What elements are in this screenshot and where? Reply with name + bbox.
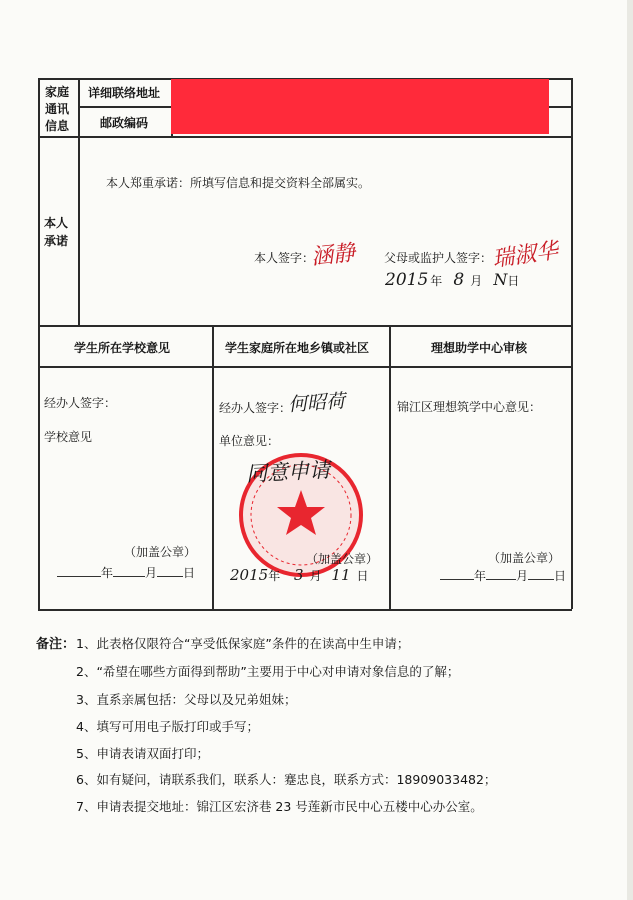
community-unit-label: 单位意见： — [219, 434, 280, 448]
center-year-char: 年 — [474, 569, 487, 583]
school-date — [57, 564, 195, 581]
pledge-section-label — [44, 214, 68, 250]
note-item-3: 3、直系亲属包括：父母以及兄弟姐妹； — [76, 692, 297, 707]
school-opinion-header: 学生所在学校意见 — [74, 341, 171, 355]
pledge-date-month: 8 — [453, 270, 465, 290]
note-item-5: 5、申请表请双面打印； — [76, 746, 209, 761]
community-opinion-header: 学生家庭所在地乡镇或社区 — [225, 341, 370, 355]
school-day-char: 日 — [183, 566, 196, 580]
note-item-1: 1、此表格仅限符合“享受低保家庭”条件的在读高中生申请； — [76, 636, 410, 651]
row-divider-pledge-top — [38, 136, 572, 138]
school-year-char: 年 — [101, 566, 114, 580]
community-year-char: 年 — [268, 569, 281, 583]
label-column-divider — [78, 78, 80, 325]
school-month-char: 月 — [145, 566, 158, 580]
opinion-divider-2 — [389, 325, 391, 609]
pledge-label-line-2: 承诺 — [44, 234, 69, 248]
contact-label-line-2: 通讯 — [45, 102, 70, 116]
opinion-divider-1 — [212, 325, 214, 609]
pledge-day-char: 日 — [507, 274, 520, 288]
table-right-border — [571, 78, 573, 609]
community-date-day: 11 — [331, 566, 351, 584]
contact-label-line-1: 家庭 — [45, 85, 70, 99]
community-date-year: 2015 — [230, 566, 269, 584]
center-month-char: 月 — [516, 569, 529, 583]
community-day-char: 日 — [356, 569, 369, 583]
guardian-sign-label: 父母或监护人签字： — [384, 251, 493, 265]
pledge-statement: 本人郑重承诺：所填写信息和提交资料全部属实。 — [106, 176, 371, 190]
center-day-char: 日 — [554, 569, 567, 583]
center-opinion-label: 锦江区理想筑学中心意见： — [397, 400, 542, 414]
pledge-date — [385, 270, 519, 290]
row-divider-opinion-header — [38, 366, 572, 368]
pledge-label-line-1: 本人 — [44, 216, 69, 230]
table-left-border — [38, 78, 40, 609]
contact-label-line-3: 信息 — [45, 119, 70, 133]
school-seal-note: （加盖公章） — [124, 545, 197, 559]
school-opinion-label: 学校意见 — [44, 430, 93, 444]
center-seal-note: （加盖公章） — [488, 551, 561, 565]
contact-section-label — [45, 84, 69, 135]
community-date-month: 3 — [294, 566, 304, 584]
redaction-block — [171, 79, 549, 134]
pledge-date-day: N — [493, 270, 508, 289]
note-item-7: 7、申请表提交地址：锦江区宏济巷 23 号莲新市民中心五楼中心办公室。 — [76, 799, 483, 814]
pledge-year-char: 年 — [430, 274, 443, 288]
center-review-header: 理想助学中心审核 — [431, 341, 528, 355]
table-bottom-border — [38, 609, 572, 611]
pledge-date-year: 2015 — [385, 270, 429, 290]
notes-title: 备注： — [36, 637, 76, 652]
community-seal-note: （加盖公章） — [306, 552, 379, 566]
self-sign-label: 本人签字： — [254, 251, 315, 265]
self-signature: 涵静 — [310, 240, 357, 271]
school-officer-label: 经办人签字： — [44, 396, 117, 410]
community-officer-signature: 何昭荷 — [287, 390, 346, 416]
community-officer-label: 经办人签字： — [219, 401, 292, 415]
row-divider-pledge-bottom — [38, 325, 572, 327]
community-month-char: 月 — [309, 569, 322, 583]
postal-code-label: 邮政编码 — [100, 116, 149, 130]
community-date — [230, 566, 369, 584]
community-unit-signature: 同意申请 — [245, 457, 331, 487]
guardian-signature: 瑞淑华 — [490, 238, 560, 273]
notes-block — [36, 633, 596, 833]
note-item-6: 6、如有疑问，请联系我们，联系人：蹇忠良，联系方式：18909033482； — [76, 772, 497, 787]
note-item-4: 4、填写可用电子版打印或手写； — [76, 719, 259, 734]
center-date — [440, 567, 566, 584]
pledge-month-char: 月 — [470, 274, 483, 288]
page-edge — [627, 0, 633, 900]
note-item-2: 2、“希望在哪些方面得到帮助”主要用于中心对申请对象信息的了解； — [76, 664, 460, 679]
address-label: 详细联络地址 — [88, 86, 161, 100]
